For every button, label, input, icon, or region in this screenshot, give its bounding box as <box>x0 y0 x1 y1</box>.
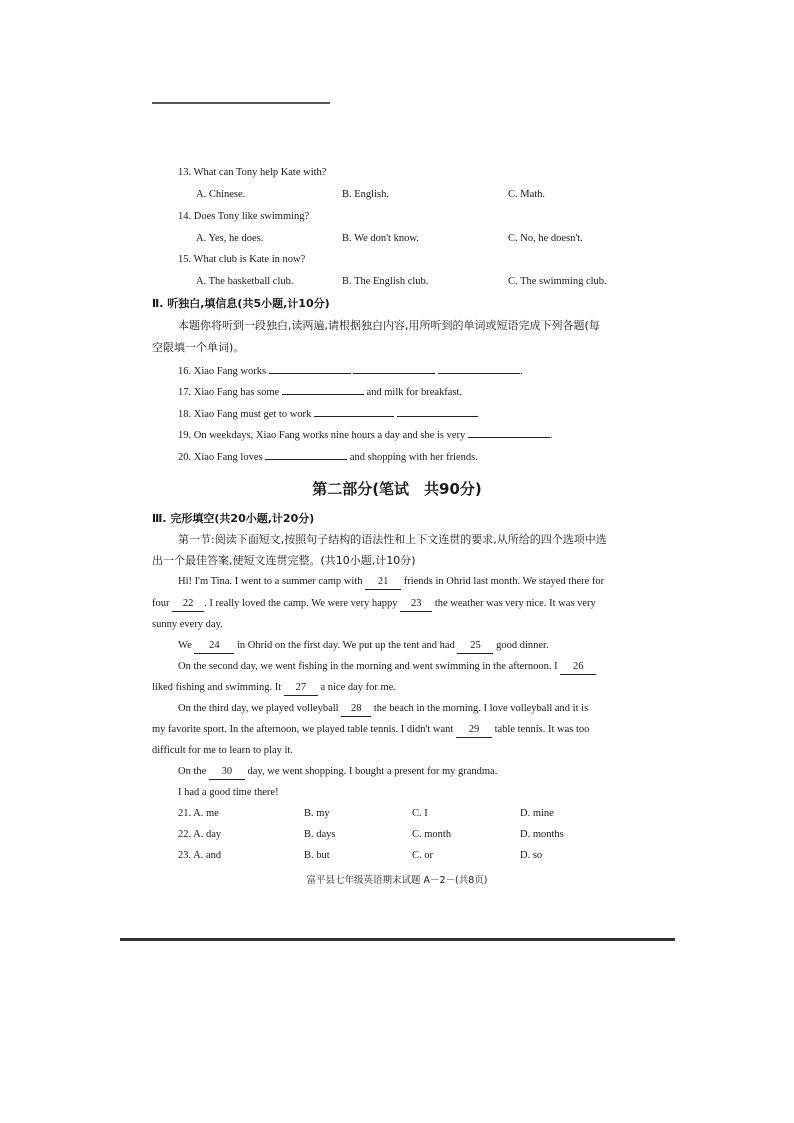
question-13-option-a: A. Chinese. <box>196 189 246 200</box>
question-16-text: 16. Xiao Fang works <box>178 366 267 377</box>
option-21-d: D. mine <box>520 808 554 819</box>
passage-text: liked fishing and swimming. It <box>152 682 282 693</box>
question-14-stem: 14. Does Tony like swimming? <box>178 211 310 222</box>
question-16-end: . <box>519 366 523 377</box>
option-23-c: C. or <box>412 850 433 861</box>
option-22-a: 22. A. day <box>178 829 222 840</box>
cloze-blank-27[interactable]: 27 <box>284 681 318 696</box>
cloze-blank-26[interactable]: 26 <box>560 660 596 675</box>
section-2-instruction-line-1: 本题你将听到一段独白,读两遍,请根据独白内容,用所听到的单词或短语完成下列各题(每 <box>178 319 600 332</box>
question-18-end: . <box>476 409 480 420</box>
passage-line-9: difficult for me to learn to play it. <box>152 745 293 756</box>
question-18-blank-2[interactable] <box>397 405 477 417</box>
passage-text: We <box>178 640 192 651</box>
passage-text: my favorite sport. In the afternoon, we played table tennis. I didn't want <box>152 724 454 735</box>
passage-text: table tennis. It was too <box>494 724 590 735</box>
option-21-a: 21. A. me <box>178 808 219 819</box>
question-13-option-b: B. English. <box>342 189 389 200</box>
top-rule <box>152 102 330 104</box>
passage-text: day, we went shopping. I bought a present for my grandma. <box>247 766 498 777</box>
passage-text: . I really loved the camp. We were very happy <box>204 598 398 609</box>
passage-line-6 <box>152 681 396 696</box>
question-19-text: 19. On weekdays, Xiao Fang works nine hours a day and she is very <box>178 430 466 441</box>
section-2-instruction-line-2: 空限填一个单词)。 <box>152 341 245 354</box>
option-23-b: B. but <box>304 850 330 861</box>
question-15-option-a: A. The basketball club. <box>196 276 294 287</box>
question-17-tail: and milk for breakfast. <box>366 387 463 398</box>
question-19 <box>178 426 552 443</box>
passage-line-2 <box>152 597 596 612</box>
option-21-b: B. my <box>304 808 330 819</box>
cloze-blank-24[interactable]: 24 <box>194 639 234 654</box>
question-16-blank-1[interactable] <box>269 362 351 374</box>
passage-text: the beach in the morning. I love volleyball and it is <box>373 703 589 714</box>
section-2-heading: Ⅱ. 听独白,填信息(共5小题,计10分) <box>152 297 330 310</box>
passage-text: good dinner. <box>496 640 549 651</box>
option-22-b: B. days <box>304 829 336 840</box>
passage-text: in Ohrid on the first day. We put up the tent and had <box>236 640 455 651</box>
question-17 <box>178 383 462 400</box>
question-20-text: 20. Xiao Fang loves <box>178 452 263 463</box>
question-13-stem: 13. What can Tony help Kate with? <box>178 167 327 178</box>
option-22-c: C. month <box>412 829 452 840</box>
question-16 <box>178 362 523 379</box>
question-18-text: 18. Xiao Fang must get to work <box>178 409 312 420</box>
page-footer: 富平县七年级英语期末试题 A－2－(共8页) <box>306 875 488 886</box>
cloze-blank-25[interactable]: 25 <box>457 639 493 654</box>
question-14-option-c: C. No, he doesn't. <box>508 233 583 244</box>
cloze-blank-21[interactable]: 21 <box>365 575 401 590</box>
question-16-blank-2[interactable] <box>353 362 435 374</box>
passage-line-3: sunny every day. <box>152 619 223 630</box>
passage-text: Hi! I'm Tina. I went to a summer camp with <box>178 576 363 587</box>
question-20 <box>178 448 478 465</box>
passage-line-1 <box>178 575 604 590</box>
question-18-blank-1[interactable] <box>314 405 394 417</box>
question-20-blank[interactable] <box>265 448 347 460</box>
question-16-blank-3[interactable] <box>438 362 520 374</box>
cloze-blank-23[interactable]: 23 <box>400 597 432 612</box>
question-15-stem: 15. What club is Kate in now? <box>178 254 306 265</box>
section-3-instruction-line-1: 第一节:阅读下面短文,按照句子结构的语法性和上下文连贯的要求,从所给的四个选项中选 <box>178 533 607 546</box>
question-17-blank[interactable] <box>282 383 364 395</box>
passage-text: the weather was very nice. It was very <box>434 598 596 609</box>
passage-line-5 <box>178 660 596 675</box>
question-14-option-a: A. Yes, he does. <box>196 233 264 244</box>
question-13-option-c: C. Math. <box>508 189 546 200</box>
question-15-option-c: C. The swimming club. <box>508 276 607 287</box>
passage-text: four <box>152 598 170 609</box>
passage-line-11: I had a good time there! <box>178 787 279 798</box>
question-19-blank[interactable] <box>468 426 550 438</box>
option-23-a: 23. A. and <box>178 850 222 861</box>
bottom-rule <box>120 938 675 941</box>
question-19-end: . <box>549 430 553 441</box>
option-23-d: D. so <box>520 850 543 861</box>
question-18 <box>178 405 479 422</box>
question-17-text: 17. Xiao Fang has some <box>178 387 280 398</box>
passage-text: On the second day, we went fishing in the morning and went swimming in the afternoon. I <box>178 661 558 672</box>
passage-text: On the third day, we played volleyball <box>178 703 339 714</box>
option-22-d: D. months <box>520 829 564 840</box>
cloze-blank-28[interactable]: 28 <box>341 702 371 717</box>
question-15-option-b: B. The English club. <box>342 276 429 287</box>
passage-text: a nice day for me. <box>320 682 396 693</box>
cloze-blank-29[interactable]: 29 <box>456 723 492 738</box>
section-3-heading: Ⅲ. 完形填空(共20小题,计20分) <box>152 512 315 525</box>
question-14-option-b: B. We don't know. <box>342 233 419 244</box>
section-3-instruction-line-2: 出一个最佳答案,使短文连贯完整。(共10小题,计10分) <box>152 554 416 567</box>
part-two-title: 第二部分(笔试 共90分) <box>312 480 482 498</box>
cloze-blank-22[interactable]: 22 <box>172 597 204 612</box>
passage-line-4 <box>178 639 549 654</box>
question-20-tail: and shopping with her friends. <box>349 452 478 463</box>
passage-line-7 <box>178 702 588 717</box>
option-21-c: C. I <box>412 808 428 819</box>
passage-text: friends in Ohrid last month. We stayed there for <box>403 576 605 587</box>
passage-line-10 <box>178 765 497 780</box>
passage-line-8 <box>152 723 589 738</box>
passage-text: On the <box>178 766 207 777</box>
cloze-blank-30[interactable]: 30 <box>209 765 245 780</box>
